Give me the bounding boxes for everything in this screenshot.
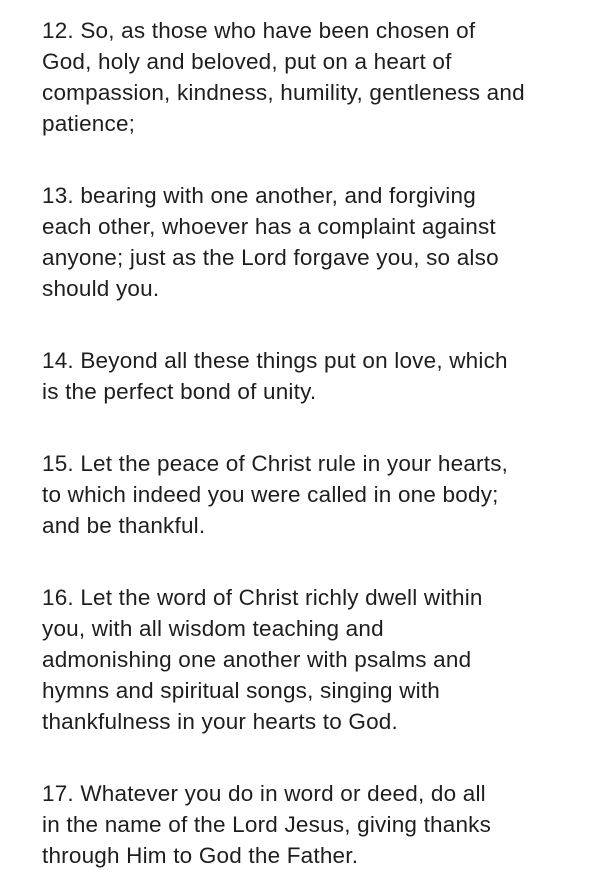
verse-line: and be thankful. bbox=[42, 513, 206, 538]
verse-line: hymns and spiritual songs, singing with bbox=[42, 678, 441, 703]
verse-15 bbox=[42, 448, 570, 541]
verse-line: is the perfect bond of unity. bbox=[42, 379, 317, 404]
verse-line: should you. bbox=[42, 276, 160, 301]
verse-line: each other, whoever has a complaint against bbox=[42, 214, 496, 239]
verse-line: 13. bearing with one another, and forgiving bbox=[42, 183, 476, 208]
verse-16 bbox=[42, 582, 570, 737]
verse-line: 15. Let the peace of Christ rule in your hearts, bbox=[42, 451, 509, 476]
verse-line: through Him to God the Father. bbox=[42, 843, 359, 868]
verse-line: 17. Whatever you do in word or deed, do all bbox=[42, 781, 486, 806]
verse-12 bbox=[42, 15, 570, 139]
verse-line: thankfulness in your hearts to God. bbox=[42, 709, 398, 734]
verse-13 bbox=[42, 180, 570, 304]
verse-line: to which indeed you were called in one body; bbox=[42, 482, 499, 507]
verse-17 bbox=[42, 778, 570, 871]
verse-line: compassion, kindness, humility, gentleness and bbox=[42, 80, 525, 105]
verse-line: patience; bbox=[42, 111, 136, 136]
verse-line: 12. So, as those who have been chosen of bbox=[42, 18, 476, 43]
verse-line: God, holy and beloved, put on a heart of bbox=[42, 49, 452, 74]
verse-14 bbox=[42, 345, 570, 407]
verse-line: in the name of the Lord Jesus, giving thanks bbox=[42, 812, 492, 837]
verse-line: admonishing one another with psalms and bbox=[42, 647, 472, 672]
verse-line: 14. Beyond all these things put on love, which bbox=[42, 348, 508, 373]
verse-line: anyone; just as the Lord forgave you, so also bbox=[42, 245, 499, 270]
verse-line: 16. Let the word of Christ richly dwell within bbox=[42, 585, 483, 610]
verse-line: you, with all wisdom teaching and bbox=[42, 616, 384, 641]
